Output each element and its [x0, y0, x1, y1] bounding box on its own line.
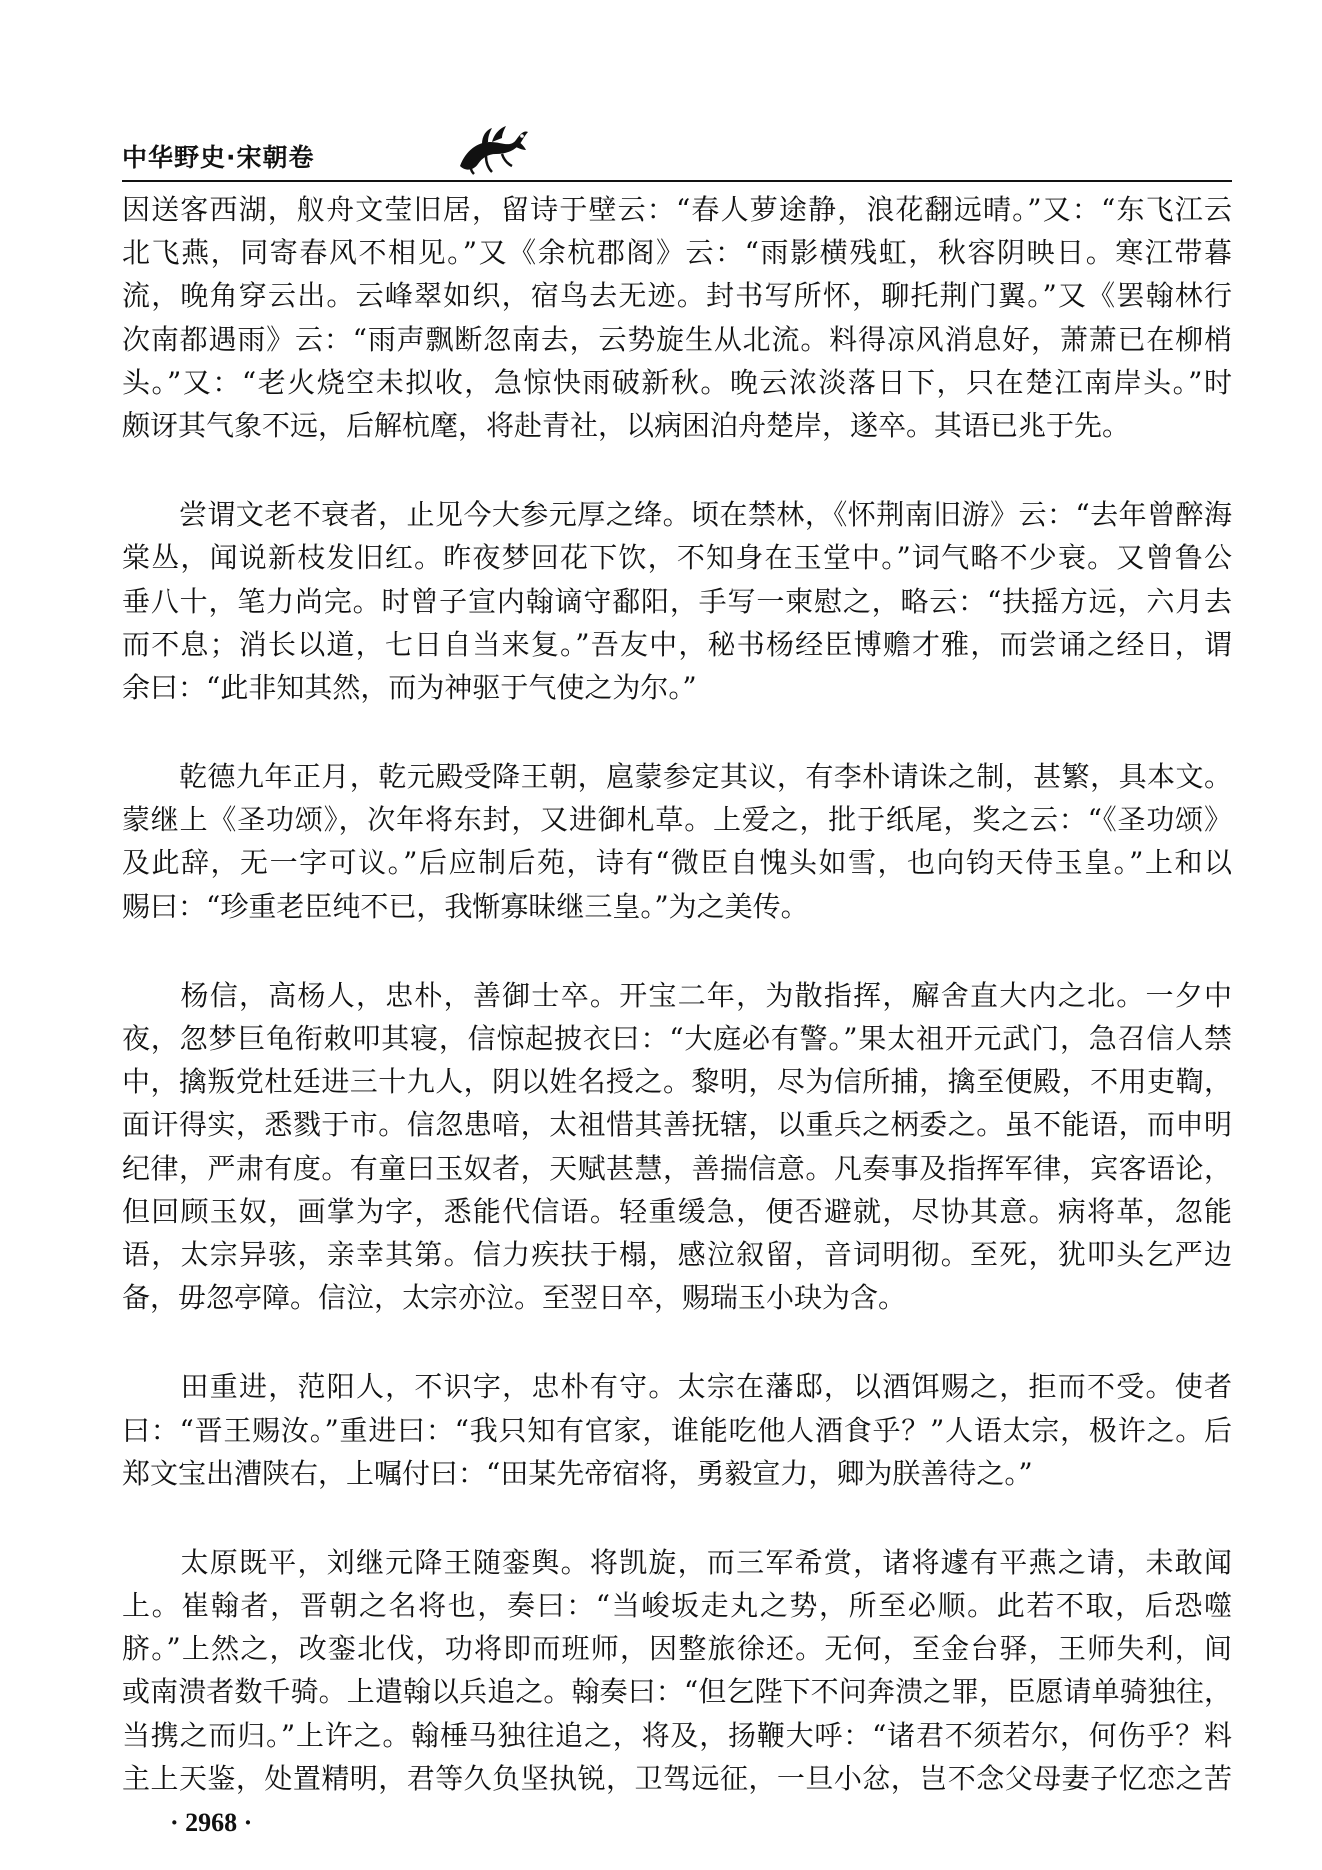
- paragraph: [122, 974, 1232, 1320]
- text-line: 尝谓文老不衰者，止见今大参元厚之绛。顷在禁林，《怀荆南旧游》云：“去年曾醉海: [122, 498, 1232, 532]
- text-line: 当携之而归。”上许之。翰棰马独往追之，将及，扬鞭大呼：“诸君不须若尔，何伤乎？料: [122, 1718, 1232, 1752]
- text-line: 垂八十，笔力尚完。时曾子宣内翰谪守鄱阳，手写一柬慰之，略云：“扶摇方远，六月去: [122, 584, 1232, 618]
- text-line: 杨信，高杨人，忠朴，善御士卒。开宝二年，为散指挥，廨舍直大内之北。一夕中: [122, 978, 1232, 1012]
- paragraph: [122, 493, 1232, 709]
- text-line: 语，太宗异骇，亲幸其第。信力疾扶于榻，感泣叙留，音词明彻。至死，犹叩头乞严边: [122, 1237, 1232, 1271]
- page-number: · 2968 ·: [170, 1808, 253, 1837]
- text-line: 蒙继上《圣功颂》，次年将东封，又进御札草。上爱之，批于纸尾，奖之云：“《圣功颂》: [122, 803, 1232, 837]
- paragraph: [122, 188, 1232, 447]
- paragraph: [122, 1541, 1232, 1800]
- text-line: 纪律，严肃有度。有童曰玉奴者，天赋甚慧，善揣信意。凡奏事及指挥军律，宾客语论，: [122, 1151, 1232, 1185]
- paragraph: [122, 755, 1232, 928]
- text-line: 脐。”上然之，改銮北伐，功将即而班师，因整旅徐还。无何，至金台驿，王师失利，间: [122, 1632, 1232, 1666]
- text-line: 或南溃者数千骑。上遣翰以兵追之。翰奏曰：“但乞陛下不问奔溃之罪，臣愿请单骑独往，: [122, 1675, 1232, 1709]
- text-line: 备，毋忽亭障。信泣，太宗亦泣。至翌日卒，赐瑞玉小玦为含。: [122, 1281, 907, 1315]
- text-line: 流，晚角穿云出。云峰翠如织，宿鸟去无迹。封书写所怀，聊托荆门翼。”又《罢翰林行: [122, 279, 1232, 313]
- text-line: 田重进，范阳人，不识字，忠朴有守。太宗在藩邸，以酒饵赐之，拒而不受。使者: [122, 1370, 1232, 1404]
- text-line: 太原既平，刘继元降王随銮舆。将凯旋，而三军希赏，诸将遽有平燕之请，未敢闻: [122, 1545, 1232, 1579]
- text-line: 乾德九年正月，乾元殿受降王朝，扈蒙参定其议，有李朴请诛之制，甚繁，具本文。: [122, 760, 1232, 794]
- text-line: 因送客西湖，舣舟文莹旧居，留诗于壁云：“春人萝途静，浪花翻远晴。”又：“东飞江云: [122, 193, 1232, 226]
- text-line: 余曰：“此非知其然，而为神驱于气使之为尔。”: [122, 670, 697, 704]
- text-line: 郑文宝出漕陕右，上嘱付曰：“田某先帝宿将，勇毅宣力，卿为朕善待之。”: [122, 1456, 1033, 1490]
- text-line: 曰：“晋王赐汝。”重进曰：“我只知有官家，谁能吃他人酒食乎？”人语太宗，极许之。后: [122, 1413, 1232, 1447]
- text-line: 及此辞，无一字可议。”后应制后苑，诗有“微臣自愧头如雪，也向钧天侍玉皇。”上和以: [122, 846, 1232, 880]
- text-line: 棠丛，闻说新枝发旧红。昨夜梦回花下饮，不知身在玉堂中。”词气略不少衰。又曾鲁公: [122, 541, 1232, 575]
- main-text: [122, 188, 1232, 1846]
- text-line: 次南都遇雨》云：“雨声飘断忽南去，云势旋生从北流。料得凉风消息好，萧萧已在柳梢: [122, 322, 1232, 356]
- text-line: 中，擒叛党杜廷进三十九人，阴以姓名授之。黎明，尽为信所捕，擒至便殿，不用吏鞫，: [122, 1065, 1232, 1099]
- running-header: [122, 120, 1232, 182]
- text-line: 上。崔翰者，晋朝之名将也，奏曰：“当峻坂走丸之势，所至必顺。此若不取，后恐噬: [122, 1589, 1232, 1623]
- text-line: 头。”又：“老火烧空未拟收，急惊快雨破新秋。晚云浓淡落日下，只在楚江南岸头。”时: [122, 365, 1232, 399]
- text-line: 夜，忽梦巨龟衔敕叩其寝，信惊起披衣曰：“大庭必有警。”果太祖开元武门，急召信人禁: [122, 1022, 1232, 1055]
- text-line: 但回顾玉奴，画掌为字，悉能代信语。轻重缓急，便否避就，尽协其意。病将革，忽能: [122, 1194, 1232, 1228]
- text-line: 主上天鉴，处置精明，君等久负坚执锐，卫驾远征，一旦小忿，岂不念父母妻子忆恋之苦: [122, 1761, 1232, 1795]
- book-title: 中华野史·宋朝卷: [122, 143, 315, 172]
- text-line: 而不息；消长以道，七日自当来复。”吾友中，秘书杨经臣博赡才雅，而尝诵之经日，谓: [122, 627, 1232, 661]
- paragraph: [122, 1365, 1232, 1495]
- text-line: 北飞燕，同寄春风不相见。”又《余杭郡阁》云：“雨影横残虹，秋容阴映日。寒江带暮: [122, 236, 1232, 270]
- text-line: 颇讶其气象不远，后解杭麾，将赴青社，以病困泊舟楚岸，遂卒。其语已兆于先。: [122, 408, 1131, 442]
- text-line: 面讦得实，悉戮于市。信忽患喑，太祖惜其善抚辖，以重兵之柄委之。虽不能语，而申明: [122, 1108, 1232, 1142]
- text-line: 赐曰：“珍重老臣纯不已，我惭寡昧继三皇。”为之美传。: [122, 889, 809, 923]
- header-rule: [122, 180, 1232, 182]
- dragon-emblem-icon: [452, 120, 532, 176]
